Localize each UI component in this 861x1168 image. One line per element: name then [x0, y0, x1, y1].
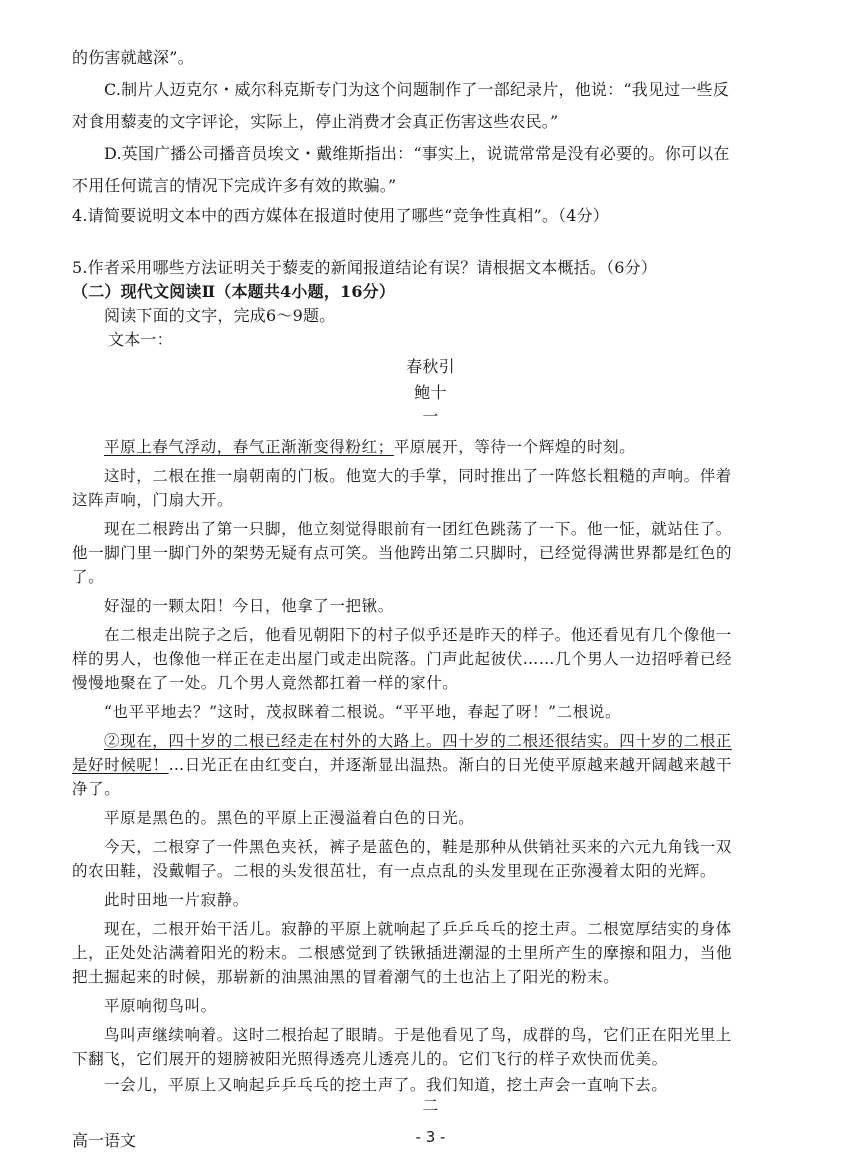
- story-line: 现在，二根开始干活儿。寂静的平原上就响起了乒乒乓乓的挖土声。二根宽厚结实的身体: [104, 920, 732, 938]
- section-heading: （二）现代文阅读Ⅱ（本题共4小题，16分）: [72, 282, 396, 301]
- story-line: 是好时候呢！…日光正在由红变白，并逐渐显出温热。渐白的日光使平原越来越开阔越来越干: [72, 756, 733, 774]
- story-line: 上，正处处沾满着阳光的粉末。二根感觉到了铁锹插进潮湿的土里所产生的摩擦和阻力，当他: [72, 944, 733, 962]
- story-line: 好湿的一颗太阳！今日，他拿了一把锹。: [104, 597, 394, 615]
- story-line: 在二根走出院子之后，他看见朝阳下的村子似乎还是昨天的样子。他还看见有几个像他一: [104, 626, 732, 644]
- story-line: 的农田鞋，没戴帽子。二根的头发很茁壮，有一点点乱的头发里现在正弥漫着太阳的光辉。: [72, 862, 717, 880]
- story-line: 下翻飞，它们展开的翅膀被阳光照得透亮儿透亮儿的。它们飞行的样子欢快而优美。: [72, 1050, 668, 1068]
- part-two-marker: 二: [422, 1096, 439, 1115]
- story-line: 净了。: [72, 780, 121, 798]
- story-author: 鲍十: [414, 383, 447, 402]
- story-line: 平原响彻鸟叫。: [104, 997, 217, 1015]
- option-d-line-2: 不用任何谎言的情况下完成许多有效的欺骗。”: [72, 176, 397, 195]
- section-instruction: 阅读下面的文字，完成6～9题。: [104, 306, 336, 325]
- story-line: 平原上春气浮动，春气正渐渐变得粉红；平原展开，等待一个辉煌的时刻。: [104, 438, 636, 456]
- story-line: 样的男人，也像他一样正在走出屋门或走出院落。门声此起彼伏……几个男人一边招呼着已经: [72, 650, 733, 668]
- story-line: 这时，二根在推一扇朝南的门板。他宽大的手掌，同时推出了一阵悠长粗糙的声响。伴着: [104, 467, 732, 485]
- question-5: 5.作者采用哪些方法证明关于藜麦的新闻报道结论有误？请根据文本概括。（6分）: [72, 258, 658, 277]
- part-one-marker: 一: [422, 407, 439, 426]
- option-c-line-2: 对食用藜麦的文字评论，实际上，停止消费才会真正伤害这些农民。”: [72, 112, 559, 131]
- story-line: 平原是黑色的。黑色的平原上正漫溢着白色的日光。: [104, 809, 475, 827]
- story-line: 这阵声响，门扇大开。: [72, 491, 234, 509]
- question-4: 4.请简要说明文本中的西方媒体在报道时使用了哪些“竞争性真相”。（4分）: [72, 206, 610, 225]
- footer-page-number: - 3 -: [415, 1128, 446, 1146]
- story-line: 把土掘起来的时候，那崭新的油黑油黑的冒着潮气的土也沾上了阳光的粉末。: [72, 968, 620, 986]
- story-line: “也平平地去？”这时，茂叔眯着二根说。“平平地，春起了呀！”二根说。: [104, 703, 622, 721]
- story-line: 现在二根跨出了第一只脚，他立刻觉得眼前有一团红色跳荡了一下。他一怔，就站住了。: [104, 520, 732, 538]
- story-line: 鸟叫声继续响着。这时二根抬起了眼睛。于是他看见了鸟，成群的鸟，它们正在阳光里上: [104, 1026, 732, 1044]
- prev-line-1: 的伤害就越深”。: [72, 48, 194, 67]
- story-line: 慢慢地聚在了一处。几个男人竟然都扛着一样的家什。: [72, 674, 459, 692]
- option-c-line-1: C.制片人迈克尔・威尔科克斯专门为这个问题制作了一部纪录片，他说：“我见过一些反: [104, 80, 729, 99]
- story-line: 一会儿，平原上又响起乒乒乓乓的挖土声了。我们知道，挖土声会一直响下去。: [104, 1076, 668, 1094]
- text-label: 文本一：: [108, 330, 173, 349]
- story-line: 今天，二根穿了一件黑色夹袄，裤子是蓝色的，鞋是那种从供销社买来的六元九角钱一双: [104, 838, 732, 856]
- story-line: 此时田地一片寂静。: [104, 891, 249, 909]
- story-line: ②现在，四十岁的二根已经走在村外的大路上。四十岁的二根还很结实。四十岁的二根正: [104, 732, 732, 750]
- story-title: 春秋引: [406, 357, 455, 376]
- story-line: 了。: [72, 568, 105, 586]
- story-line: 他一脚门里一脚门外的架势无疑有点可笑。当他跨出第二只脚时，已经觉得满世界都是红色的: [72, 544, 733, 562]
- footer-subject: 高一语文: [72, 1131, 137, 1150]
- option-d-line-1: D.英国广播公司播音员埃文・戴维斯指出：“事实上，说谎常常是没有必要的。你可以在: [104, 144, 730, 163]
